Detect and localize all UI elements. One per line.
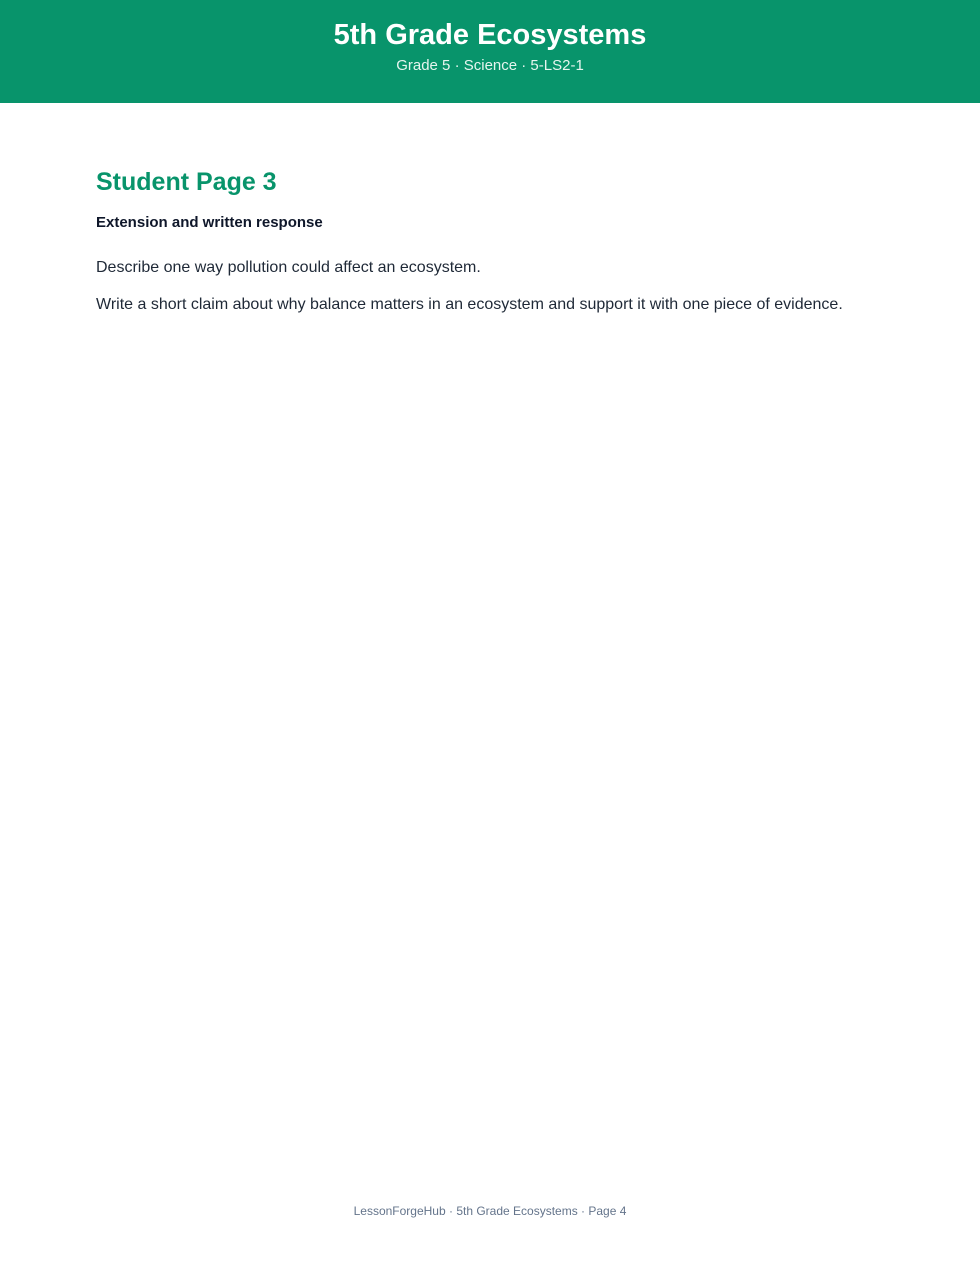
page-footer: LessonForgeHub · 5th Grade Ecosystems · Page 4 [353,1204,627,1218]
section-label: Extension and written response [96,214,323,231]
document-subtitle: Grade 5 · Science · 5-LS2-1 [396,57,584,74]
question-prompt-1: Describe one way pollution could affect an ecosystem. [96,259,481,276]
question-prompt-2: Write a short claim about why balance matters in an ecosystem and support it with one piece of evidence. [96,296,843,313]
document-title: 5th Grade Ecosystems [333,19,647,51]
page-heading: Student Page 3 [96,168,277,196]
page-header [0,0,980,103]
worksheet-content [96,162,896,316]
